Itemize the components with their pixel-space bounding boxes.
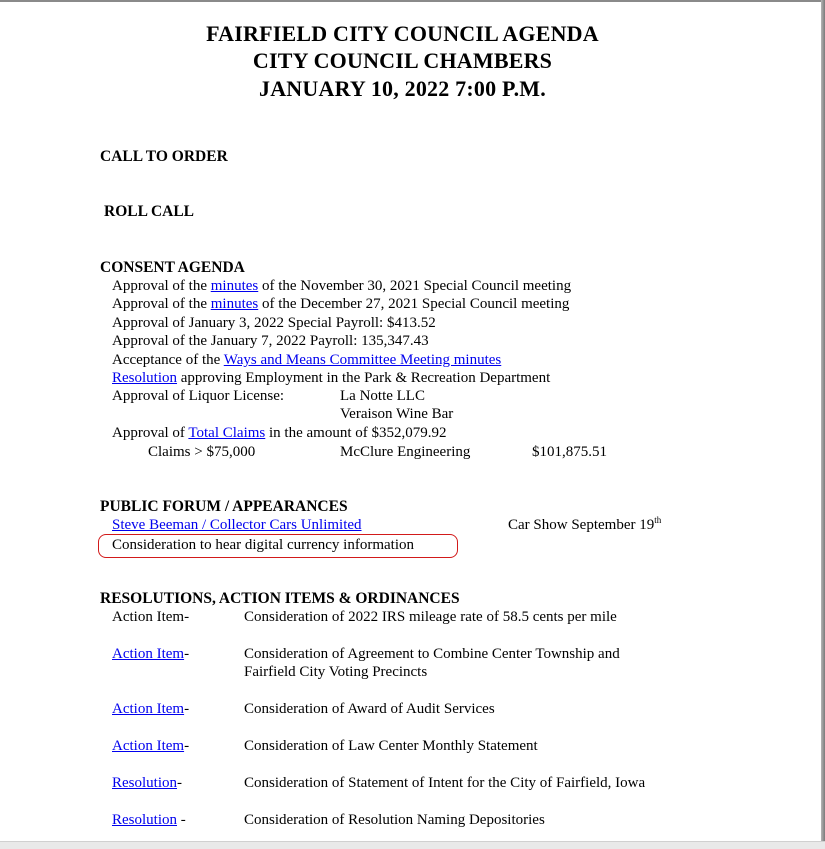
viewer-bottom-edge [0,841,825,849]
consent-item-minutes-nov [112,277,571,295]
row-label: Action Item [112,609,185,625]
car-show-text: Car Show September 19 [508,517,655,533]
resolution-description: Consideration of Statement of Intent for the City of Fairfield, Iowa [244,775,646,791]
consent-item-text: approving Employment in the Park & Recreation Department [177,370,551,386]
action-item-description: Consideration of 2022 IRS mileage rate of 58.5 cents per mile [244,609,617,625]
consent-item-text: in the amount of $352,079.92 [265,425,447,441]
claims-amount: $101,875.51 [532,444,607,460]
car-show-note [508,516,661,534]
consent-item-text: of the December 27, 2021 Special Council meeting [258,296,570,312]
action-item-label [112,737,189,755]
row-dash: - [184,646,190,662]
action-item-description: Consideration of Award of Audit Services [244,701,495,717]
row-dash: - [177,812,186,828]
consent-item-text: Approval of the [112,278,211,294]
action-item-description-cont: Fairfield City Voting Precincts [244,664,428,680]
consent-item-text: of the November 30, 2021 Special Council meeting [258,278,572,294]
action-item-description: Consideration of Agreement to Combine Center Township and [244,646,620,662]
claims-label: Claims > $75,000 [148,444,256,460]
consent-item-text: Approval of the [112,296,211,312]
roll-call-heading: ROLL CALL [104,203,195,220]
call-to-order-heading: CALL TO ORDER [100,148,228,165]
resolution-label [112,774,182,792]
action-item-description: Consideration of Law Center Monthly Statement [244,738,538,754]
action-item-label [112,608,189,626]
row-dash: - [184,609,190,625]
viewer-right-edge [821,0,825,849]
ways-means-minutes-link[interactable]: Ways and Means Committee Meeting minutes [223,352,502,368]
row-dash: - [184,701,190,717]
viewer-top-border [0,0,825,2]
action-item-link[interactable]: Action Item [112,646,185,662]
total-claims-link[interactable]: Total Claims [188,425,266,441]
action-item-link[interactable]: Action Item [112,701,185,717]
action-item-label [112,645,189,663]
resolution-link[interactable]: Resolution [112,775,178,791]
consent-item-payroll: Approval of the January 7, 2022 Payroll: 135,347.43 [112,333,429,349]
action-item-label [112,700,189,718]
liquor-license-value-1: La Notte LLC [340,388,425,404]
claims-vendor: McClure Engineering [340,444,471,460]
collector-cars-link[interactable]: Steve Beeman / Collector Cars Unlimited [112,517,362,533]
resolution-employment-link[interactable]: Resolution [112,370,178,386]
minutes-link-dec[interactable]: minutes [210,296,259,312]
consent-item-special-payroll: Approval of January 3, 2022 Special Payroll: $413.52 [112,315,436,331]
consent-item-ways-means [112,351,501,369]
consent-item-text: Approval of [112,425,189,441]
car-show-ordinal: th [654,515,662,525]
public-forum-heading: PUBLIC FORUM / APPEARANCES [100,498,348,515]
agenda-date: JANUARY 10, 2022 7:00 P.M. [259,76,546,101]
consent-item-total-claims [112,424,447,442]
consent-agenda-heading: CONSENT AGENDA [100,259,245,276]
resolution-label [112,811,186,829]
digital-currency-item: Consideration to hear digital currency information [112,537,414,553]
agenda-title: FAIRFIELD CITY COUNCIL AGENDA [206,21,599,46]
resolutions-heading: RESOLUTIONS, ACTION ITEMS & ORDINANCES [100,590,460,607]
row-dash: - [177,775,183,791]
liquor-license-value-2: Veraison Wine Bar [340,406,454,422]
resolution-description: Consideration of Resolution Naming Depositories [244,812,545,828]
consent-item-resolution-employment [112,369,550,387]
minutes-link-nov[interactable]: minutes [210,278,259,294]
resolution-link[interactable]: Resolution [112,812,178,828]
consent-item-text: Acceptance of the [112,352,224,368]
consent-item-minutes-dec [112,295,569,313]
liquor-license-label: Approval of Liquor License: [112,388,285,404]
row-dash: - [184,738,190,754]
agenda-location: CITY COUNCIL CHAMBERS [252,48,553,73]
action-item-link[interactable]: Action Item [112,738,185,754]
